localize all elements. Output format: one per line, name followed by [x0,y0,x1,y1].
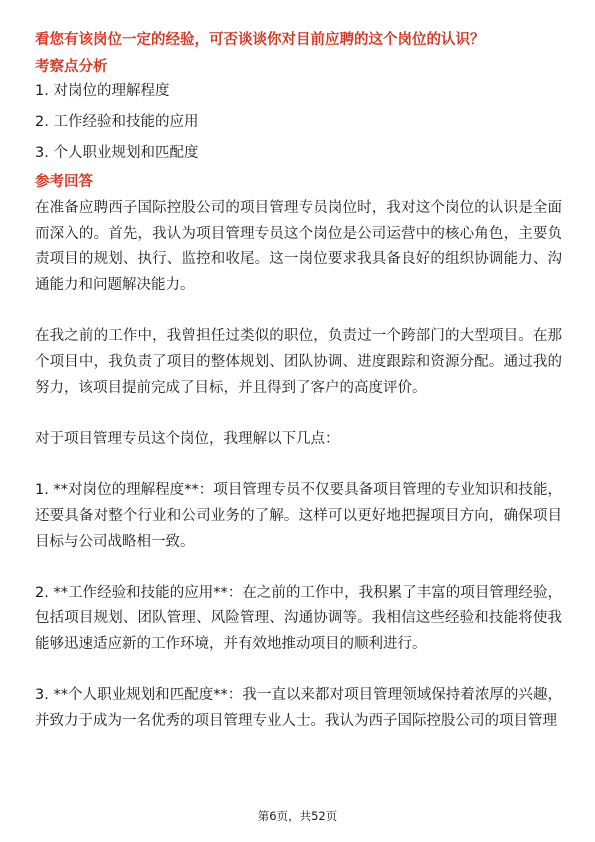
answer-paragraph: 2. **工作经验和技能的应用**：在之前的工作中，我积累了丰富的项目管理经验，包括项目规划、团队管理、风险管理、沟通协调等。我相信这些经验和技能将使我能够迅速适应新的工作环境，并有效地推动项目的顺利进行。 [35,584,562,653]
answer-paragraph: 在准备应聘西子国际控股公司的项目管理专员岗位时，我对这个岗位的认识是全面而深入的。首先，我认为项目管理专员这个岗位是公司运营中的核心角色，主要负责项目的规划、执行、监控和收尾。这一岗位要求我具备良好的组织协调能力、沟通能力和问题解决能力。 [35,200,562,294]
answer-paragraph: 1. **对岗位的理解程度**：项目管理专员不仅要具备项目管理的专业知识和技能，还要具备对整个行业和公司业务的了解。这样可以更好地把握项目方向，确保项目目标与公司战略相一致。 [35,482,562,550]
document-page [35,30,562,760]
answer-paragraph: 在我之前的工作中，我曾担任过类似的职位，负责过一个跨部门的大型项目。在那个项目中，我负责了项目的整体规划、团队协调、进度跟踪和资源分配。通过我的努力，该项目提前完成了目标，并且得到了客户的高度评价。 [35,328,562,396]
analysis-point: 1. 对岗位的理解程度 [35,83,170,99]
page-number: 第6页，共52页 [257,809,338,823]
analysis-point: 2. 工作经验和技能的应用 [35,114,199,130]
analysis-points [35,81,562,163]
answer-paragraph: 3. **个人职业规划和匹配度**：我一直以来都对项目管理领域保持着浓厚的兴趣，并致力于成为一名优秀的项目管理专业人士。我认为西子国际控股公司的项目管理 [35,687,562,730]
answer-paragraph: 对于项目管理专员这个岗位，我理解以下几点： [35,430,340,447]
analysis-point: 3. 个人职业规划和匹配度 [35,145,199,161]
answer-title: 参考回答 [35,174,93,190]
analysis-title: 考察点分析 [35,59,108,75]
question-heading: 看您有该岗位一定的经验，可否谈谈你对目前应聘的这个岗位的认识？ [35,32,485,48]
